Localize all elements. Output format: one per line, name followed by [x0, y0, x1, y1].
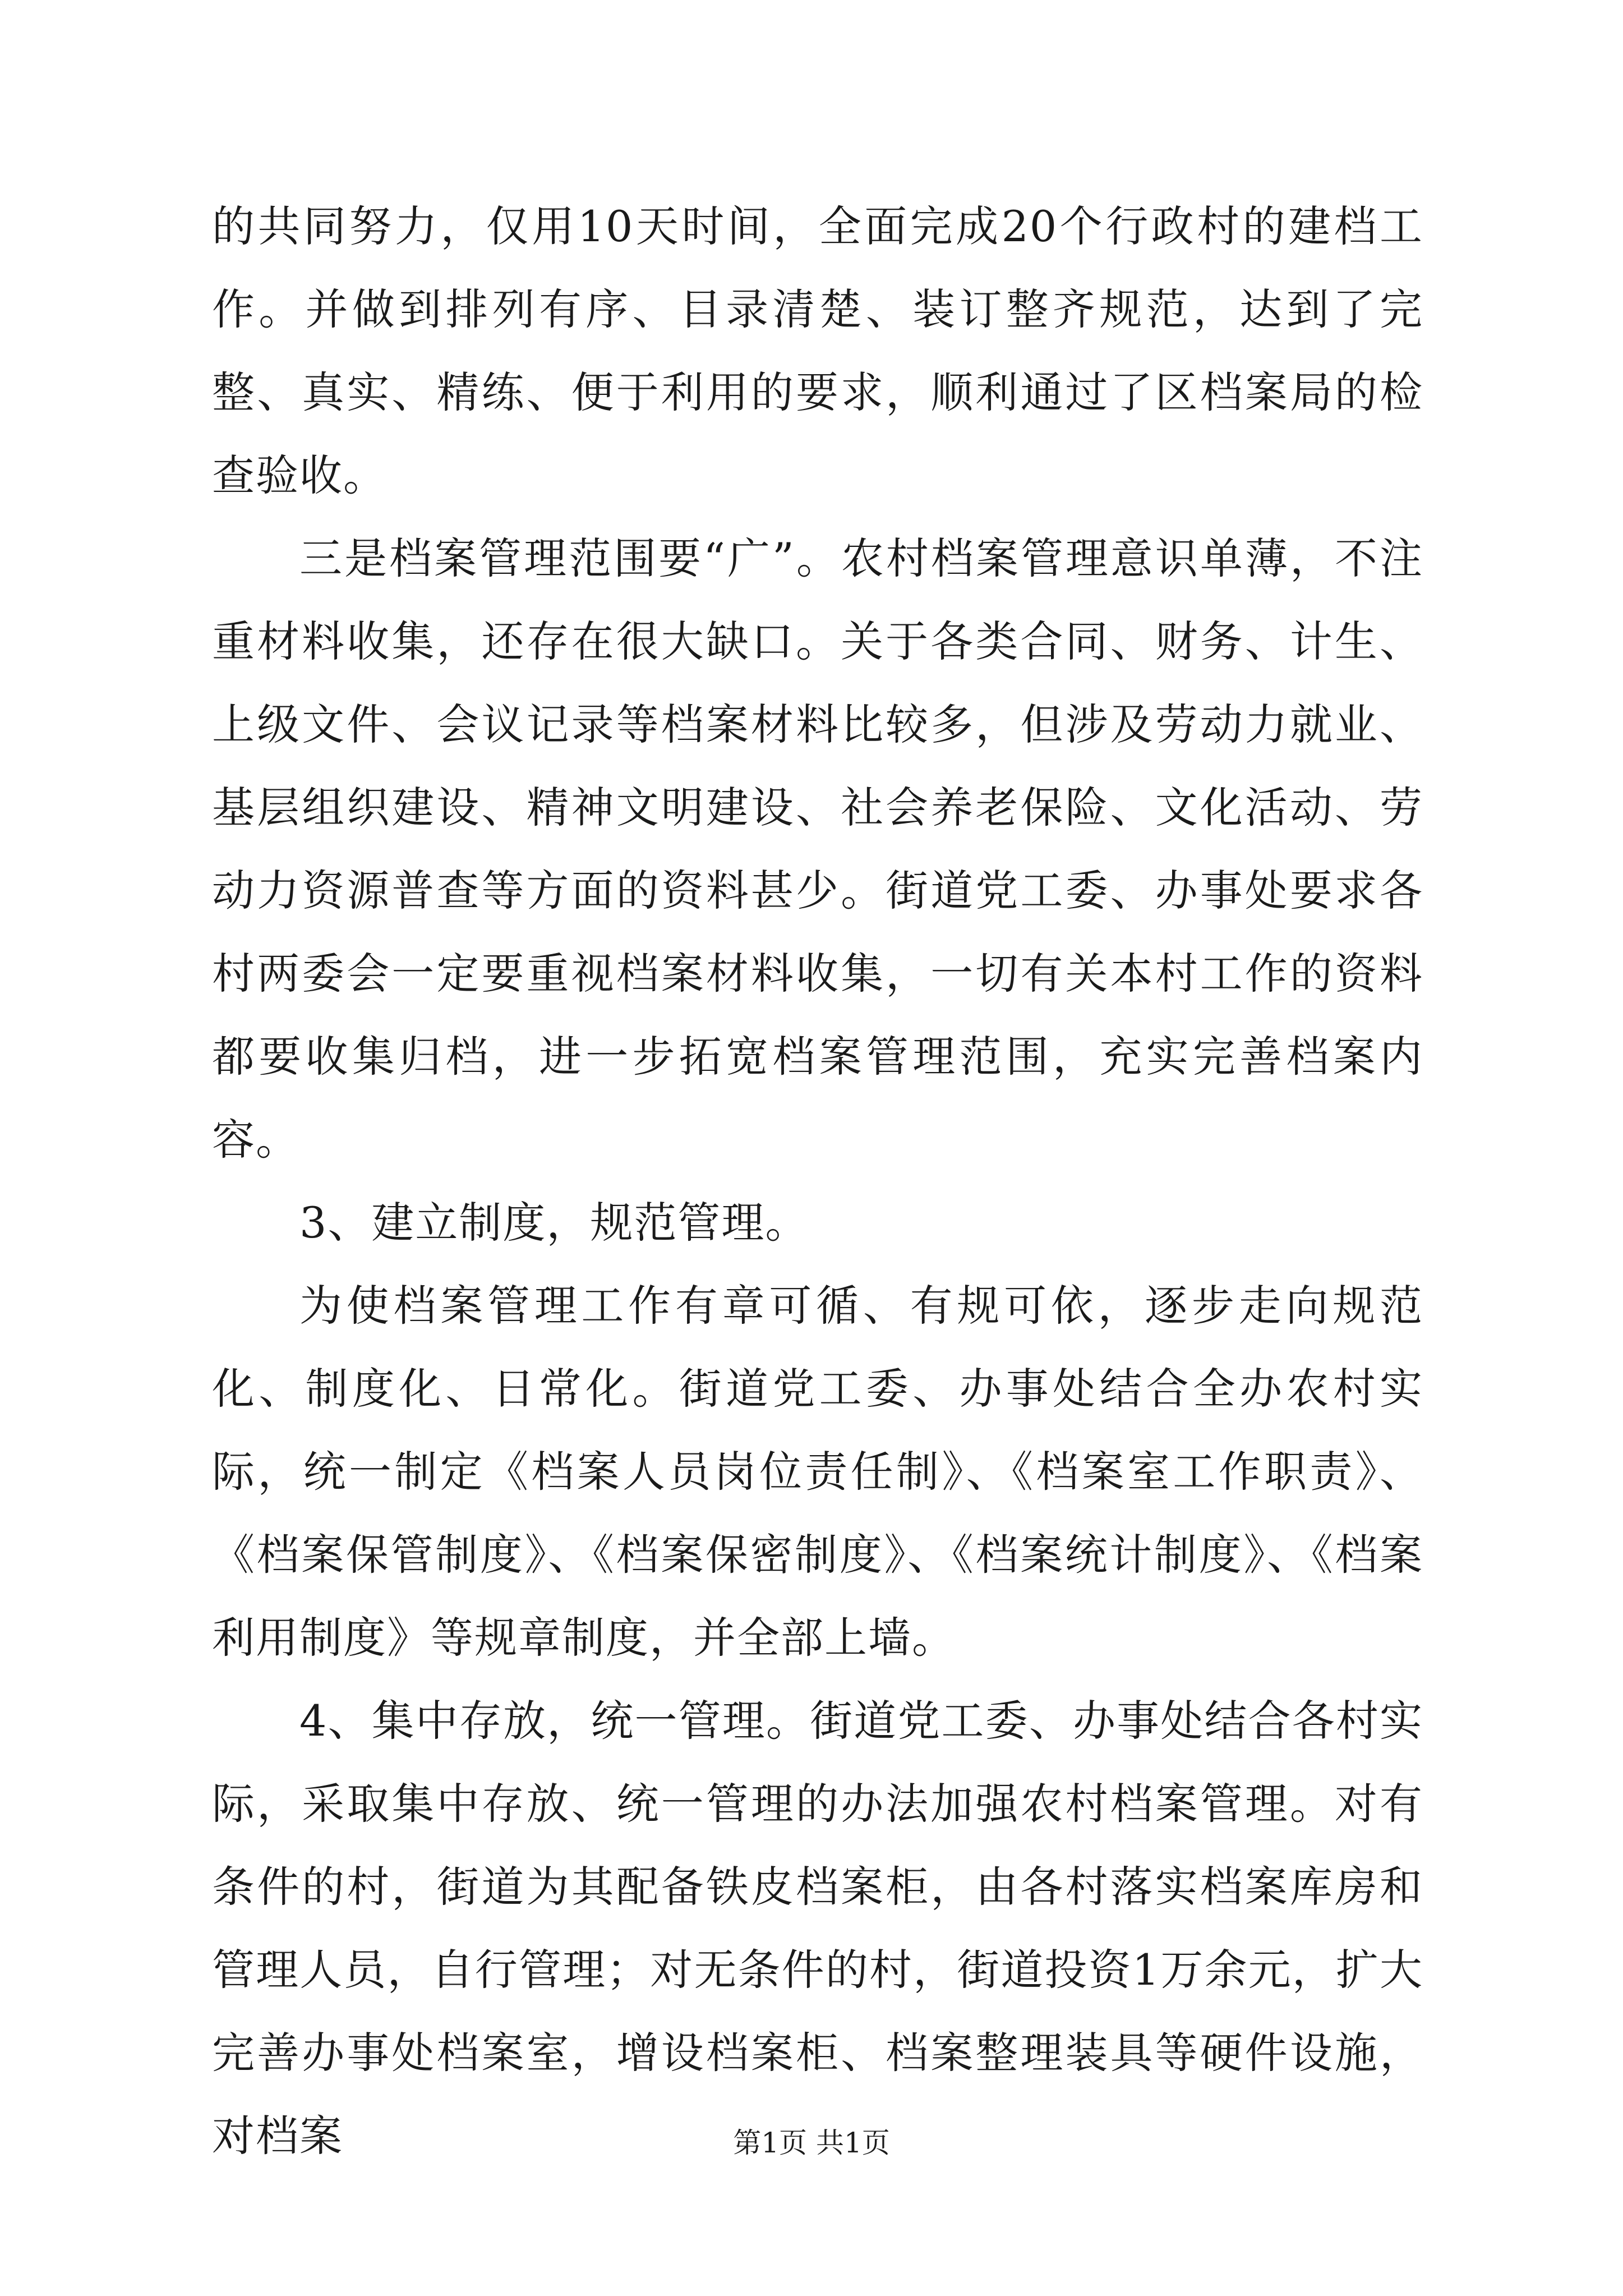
paragraph-1: 的共同努力，仅用10天时间，全面完成20个行政村的建档工作。并做到排列有序、目录清楚、装订整齐规范，达到了完整、真实、精练、便于利用的要求，顺利通过了区档案局的检查验收。 [212, 201, 1423, 500]
paragraph-5: 4、集中存放，统一管理。街道党工委、办事处结合各村实际，采取集中存放、统一管理的办法加强农村档案管理。对有条件的村，街道为其配备铁皮档案柜，由各村落实档案库房和管理人员，自行管理；对无条件的村，街道投资1万余元，扩大完善办事处档案室，增设档案柜、档案整理装具等硬件设施，对档案 [212, 1696, 1423, 2161]
document-body [212, 185, 1423, 2178]
paragraph-4: 为使档案管理工作有章可循、有规可依，逐步走向规范化、制度化、日常化。街道党工委、办事处结合全办农村实际，统一制定《档案人员岗位责任制》、《档案室工作职责》、《档案保管制度》、《档案保密制度》、《档案统计制度》、《档案利用制度》等规章制度，并全部上墙。 [212, 1281, 1423, 1663]
section-heading-3: 3、建立制度，规范管理。 [299, 1198, 809, 1248]
page-footer: 第1页 共1页 [733, 2127, 890, 2159]
paragraph-2: 三是档案管理范围要“广”。农村档案管理意识单薄，不注重材料收集，还存在很大缺口。关于各类合同、财务、计生、上级文件、会议记录等档案材料比较多，但涉及劳动力就业、基层组织建设、精神文明建设、社会养老保险、文化活动、劳动力资源普查等方面的资料甚少。街道党工委、办事处要求各村两委会一定要重视档案材料收集，一切有关本村工作的资料都要收集归档，进一步拓宽档案管理范围，充实完善档案内容。 [212, 533, 1423, 1165]
